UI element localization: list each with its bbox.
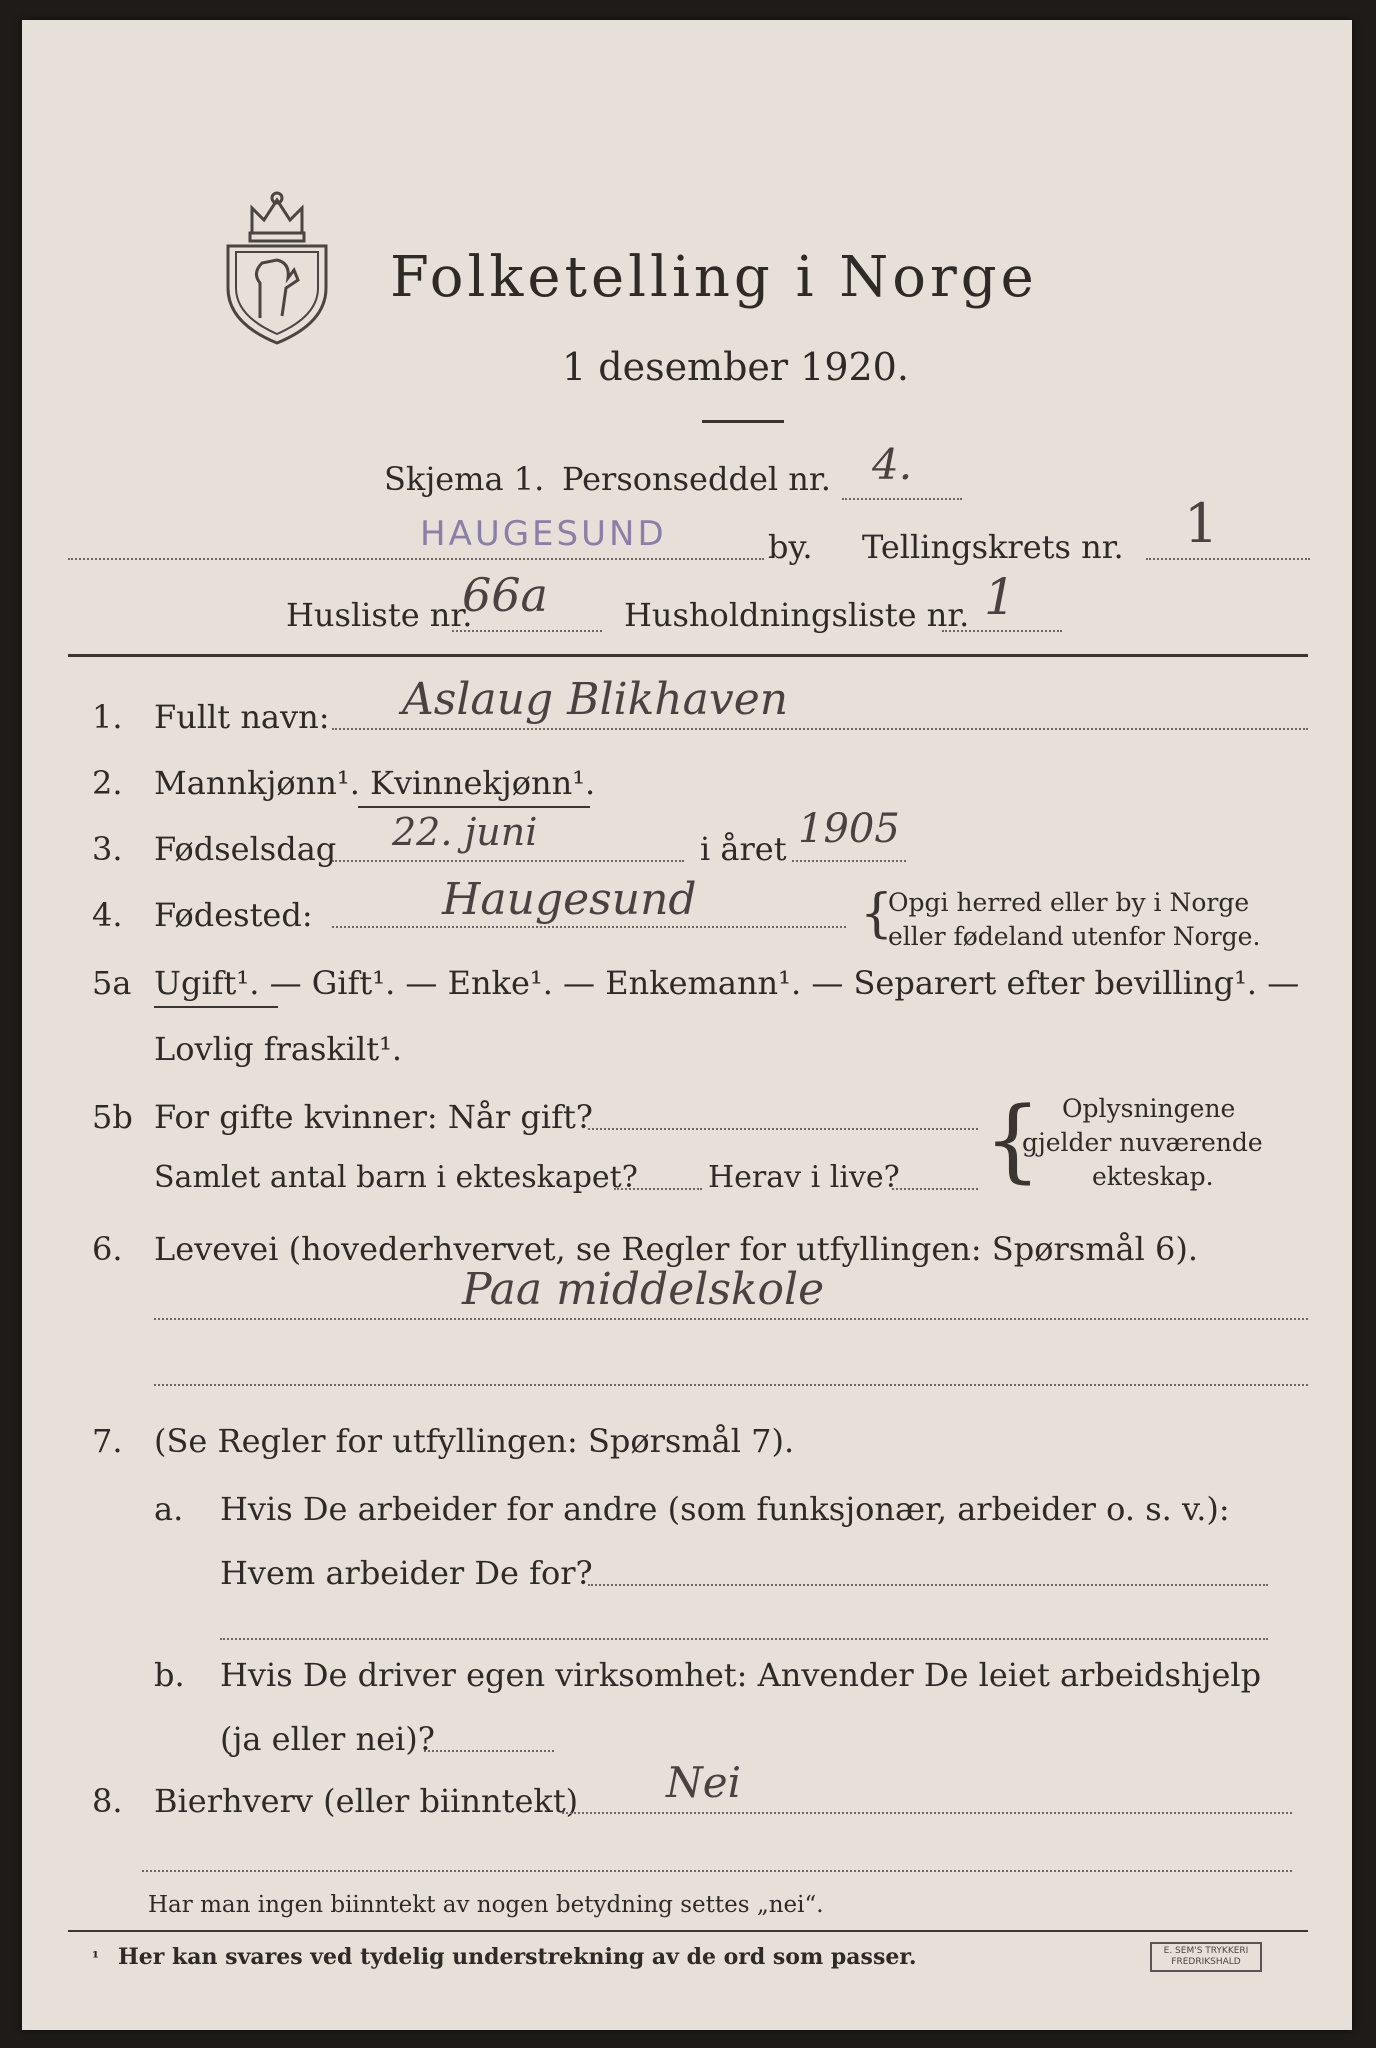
husholdning-value: 1 [984,568,1016,626]
q1-number: 1. [92,698,123,736]
q6-line-1 [154,1318,1308,1320]
coat-of-arms-icon [222,188,332,348]
census-date: 1 desember 1920. [562,345,909,389]
form-title: Folketelling i Norge [390,245,1038,310]
q8-line-1 [562,1812,1292,1814]
q3-day-line [332,860,684,862]
q5b-note-3: ekteskap. [1092,1162,1214,1191]
q4-number: 4. [92,896,123,934]
q8-number: 8. [92,1782,123,1820]
q5b-note-1: Oplysningene [1062,1094,1236,1123]
q6-line-2 [154,1384,1308,1386]
tellingskrets-line [1146,558,1310,560]
personseddel-value: 4. [872,440,913,489]
city-stamp: HAUGESUND [420,514,667,554]
q7a-label: Hvem arbeider De for? [220,1554,593,1592]
q4-line [332,926,846,928]
q3-year-label: i året [700,830,787,868]
q5b-label-1: For gifte kvinner: Når gift? [154,1098,593,1136]
husholdning-line [942,630,1062,632]
q4-label: Fødested: [154,896,313,934]
q5a-line-1: Ugift¹. — Gift¹. — Enke¹. — Enkemann¹. — Separert efter bevilling¹. — [154,964,1300,1002]
q4-note-2: eller fødeland utenfor Norge. [888,922,1261,951]
q4-note-1: Opgi herred eller by i Norge [888,888,1250,917]
printer-mark [1150,1942,1262,1972]
title-divider [702,420,784,423]
q7b-line [424,1750,554,1752]
q8-label: Bierhverv (eller biinntekt) [154,1782,579,1820]
q5b-label-3: Herav i live? [708,1160,900,1195]
q5a-number: 5a [92,964,132,1002]
personseddel-label: Personseddel nr. [562,460,831,498]
q5b-alive-line [892,1188,978,1190]
q7b-label: (ja eller nei)? [220,1720,435,1758]
q5b-children-line [614,1188,702,1190]
q5b-number: 5b [92,1098,133,1136]
husliste-label: Husliste nr. [286,596,473,634]
q7a-number: a. [154,1490,184,1528]
skjema-label: Skjema 1. [384,460,545,498]
footer-separator [68,1930,1308,1932]
census-form-sheet [22,20,1352,2030]
q2-number: 2. [92,764,123,802]
q3-number: 3. [92,830,123,868]
q1-line [332,728,1308,730]
q1-label: Fullt navn: [154,698,330,736]
birthplace-value: Haugesund [442,874,697,925]
husholdning-label: Husholdningsliste nr. [624,596,970,634]
q5b-brace: { [984,1088,1042,1193]
q6-label: Levevei (hovederhvervet, se Regler for utfyllingen: Spørsmål 6). [154,1230,1199,1268]
q7-number: 7. [92,1422,123,1460]
husliste-line [452,630,602,632]
footer-note: Har man ingen biinntekt av nogen betydning settes „nei“. [148,1892,824,1918]
q5b-note-2: gjelder nuværende [1022,1128,1263,1157]
q5a-line-2: Lovlig fraskilt¹. [154,1030,403,1068]
birthday-value: 22. juni [392,810,538,854]
q7a-text: Hvis De arbeider for andre (som funksjonær, arbeider o. s. v.): [220,1490,1230,1528]
q4-brace: { [860,884,894,944]
q5b-married-line [588,1128,978,1130]
city-line [68,558,764,560]
by-label: by. [768,528,813,566]
q2-underline-kvinne [358,806,590,808]
q3-label: Fødselsdag [154,830,337,868]
tellingskrets-label: Tellingskrets nr. [862,528,1124,566]
tellingskrets-value: 1 [1184,492,1219,555]
husliste-value: 66a [462,568,548,622]
printer-line-1: E. SEM'S TRYKKERI [1163,1946,1249,1956]
q7b-text: Hvis De driver egen virksomhet: Anvender De leiet arbeidshjelp [220,1656,1262,1694]
footnote-mark: ¹ [92,1948,100,1967]
occupation-value: Paa middelskole [462,1264,825,1315]
side-income-value: Nei [666,1758,742,1807]
q7a-line-1 [588,1584,1268,1586]
q8-line-2 [142,1870,1292,1872]
q5b-label-2: Samlet antal barn i ekteskapet? [154,1160,638,1195]
header-separator [68,654,1308,657]
full-name-value: Aslaug Blikhaven [402,674,789,725]
printer-line-2: FREDRIKSHALD [1171,1957,1241,1967]
q2-label: Mannkjønn¹. Kvinnekjønn¹. [154,764,596,802]
q7-label: (Se Regler for utfyllingen: Spørsmål 7). [154,1422,795,1460]
q7b-number: b. [154,1656,185,1694]
q3-year-line [792,860,906,862]
birth-year-value: 1905 [798,806,900,852]
footnote-text: Her kan svares ved tydelig understrekning av de ord som passer. [118,1944,917,1970]
q6-number: 6. [92,1230,123,1268]
personseddel-line [842,498,962,500]
q5a-underline-ugift [154,1006,278,1008]
q7a-line-2 [220,1638,1268,1640]
